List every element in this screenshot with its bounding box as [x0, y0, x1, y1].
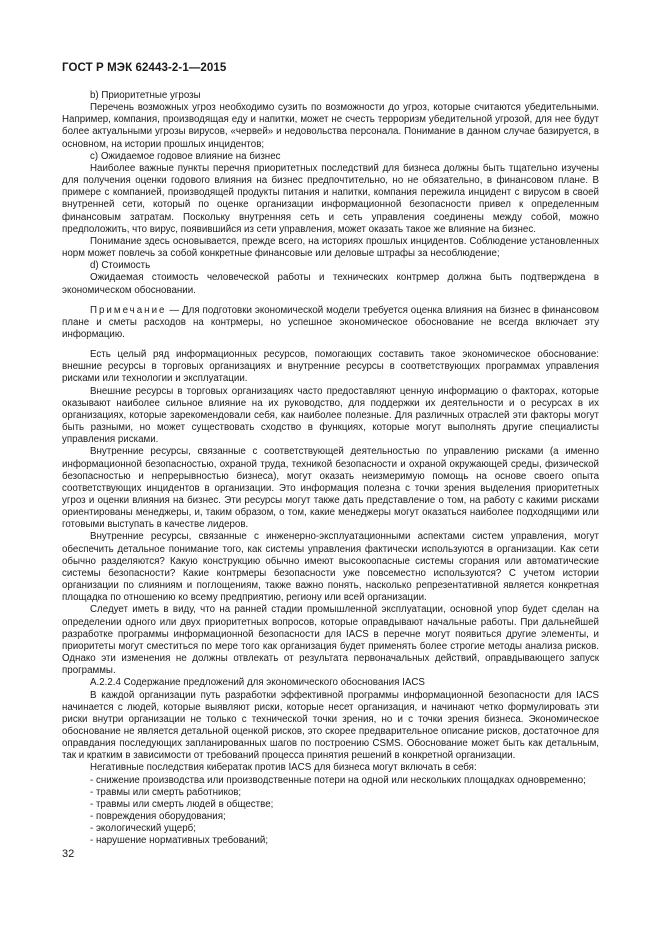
paragraph: Понимание здесь основывается, прежде всего, на историях прошлых инцидентов. Соблюдение установленных норм может повлечь за собой конкретные финансовые или деловые штрафы за несоблюдение;: [62, 235, 599, 260]
paragraph: Перечень возможных угроз необходимо сузить по возможности до угроз, которые считаются убедительными. Например, компания, производящая еду и напитки, может не счесть терроризм убедительной угрозой, для нее будут более актуальными угрозы вирусов, «червей» и недовольства персонала. Понимание в данном случае базируется, в основном, на истории прошлых инцидентов;: [62, 102, 599, 150]
paragraph: Негативные последствия кибератак против IACS для бизнеса могут включать в себя:: [90, 762, 477, 774]
list-item: - травмы или смерть работников;: [90, 786, 242, 798]
document-body: [62, 90, 599, 848]
list-item-c: c) Ожидаемое годовое влияние на бизнес: [90, 150, 281, 162]
list-item: - повреждения оборудования;: [90, 811, 226, 823]
paragraph: Следует иметь в виду, что на ранней стадии промышленной эксплуатации, основной упор будет сделан на определении одного или двух приоритетных вопросов, которые оправдывают начальные работы. При дальнейшей разработке программы информационной безопасности для IACS в перечне могут появиться другие элементы, и приоритеты могут сместиться по мере того как организация будет применять более строгие методы анализа рисков. Однако эти изменения не должны отвлекать от результата первоначальных действий, оправдывающего запуск программы.: [62, 604, 599, 677]
paragraph: В каждой организации путь разработки эффективной программы информационной безопасности для IACS начинается с людей, которые выявляют риски, которые несет организация, и начинают четко формулировать эти риски внутри организации не только с технической точки зрения, но и с точки зрения бизнеса. Экономическое обоснование не является детальной оценкой рисков, это скорее предварительное описание рисков, достаточное для оправдания последующих запланированных шагов по построению CSMS. Обоснование может быть как детальным, так и кратким в зависимости от требований процесса принятия решений в конкретной организации.: [62, 689, 599, 762]
list-item: - экологический ущерб;: [90, 823, 196, 835]
paragraph: Внутренние ресурсы, связанные с инженерно-эксплуатационными аспектами систем управления, могут обеспечить детальное понимание того, как системы управления фактически используются в организации. Как сети обычно разделяются? Какую конструкцию обычно имеют высокоопасные системы сгорания или автоматические системы безопасности? Какие контрмеры безопасности уже повсеместно используются? С учетом истории организации по слияниям и поглощениям, также важно понять, насколько репрезентативной является конкретная площадка по отношению ко всему предприятию, региону или всей организации.: [62, 531, 599, 604]
document-header: ГОСТ Р МЭК 62443-2-1—2015: [62, 62, 227, 74]
note-text: — Для подготовки экономической модели требуется оценка влияния на бизнес в финансовом плане и сметы расходов на контрмеры, но успешное экономическое обоснование не всегда включает эту информацию.: [62, 304, 599, 340]
list-item: - нарушение нормативных требований;: [90, 835, 269, 847]
paragraph: Наиболее важные пункты перечня приоритетных последствий для бизнеса должны быть тщательно изучены для получения оценки годового влияния на бизнес предпочтительно, но не обязательно, в финансовом плане. В примере с компанией, производящей продукты питания и напитки, компания пережила инцидент с вирусом в своей внутренней сети, который по оценке организации информационной безопасности привел к определенным финансовым затратам. Поскольку внутренняя сеть и сеть управления соединены между собой, можно предположить, что вирус, появившийся из сети управления, может оказать такое же влияние на бизнес.: [62, 162, 599, 235]
paragraph: Внешние ресурсы в торговых организациях часто предоставляют ценную информацию о факторах, которые оказывают наиболее сильное влияние на их руководство, для поддержки их деятельности и о ресурсах в их организациях, которые зарекомендовали себя, как наиболее полезные. Для различных отраслей эти факторы могут быть разными, но может существовать сходство в функциях, которые могут выполнять другие специалисты управления рисками.: [62, 385, 599, 446]
list-item-b: b) Приоритетные угрозы: [90, 90, 201, 101]
section-heading: A.2.2.4 Содержание предложений для экономического обоснования IACS: [90, 677, 425, 689]
consequences-list: [62, 775, 599, 848]
page-number: 32: [62, 848, 75, 860]
note-paragraph: [62, 305, 599, 341]
note-label: Примечание: [90, 304, 167, 316]
list-item: - травмы или смерть людей в обществе;: [90, 798, 274, 810]
paragraph: Есть целый ряд информационных ресурсов, помогающих составить такое экономическое обоснование: внешние ресурсы в торговых организациях и внутренние ресурсы в соответствующих программах управления рисками или технологии и эксплуатации.: [62, 349, 599, 385]
list-item: - снижение производства или производственные потери на одной или нескольких площадках одновременно;: [90, 774, 586, 786]
paragraph: Ожидаемая стоимость человеческой работы и технических контрмер должна быть подтверждена в экономическом обосновании.: [62, 272, 599, 296]
list-item-d: d) Стоимость: [90, 260, 151, 272]
paragraph: Внутренние ресурсы, связанные с соответствующей деятельностью по управлению рисками (а именно информационной безопасностью, охраной труда, техникой безопасности и охраной окружающей среды, физической безопасностью и непрерывностью бизнеса), могут оказать неизмеримую помощь на основе своего опыта соответствующих инцидентов в организации. Это информация полезна с точки зрения выделения приоритетных угроз и оценки влияния на бизнес. Эти ресурсы могут также дать представление о том, на работу с какими рисками ориентированы менеджеры, и, таким образом, о том, какие менеджеры могут оказаться наиболее подходящими или готовыми выступать в качестве лидеров.: [62, 446, 599, 531]
